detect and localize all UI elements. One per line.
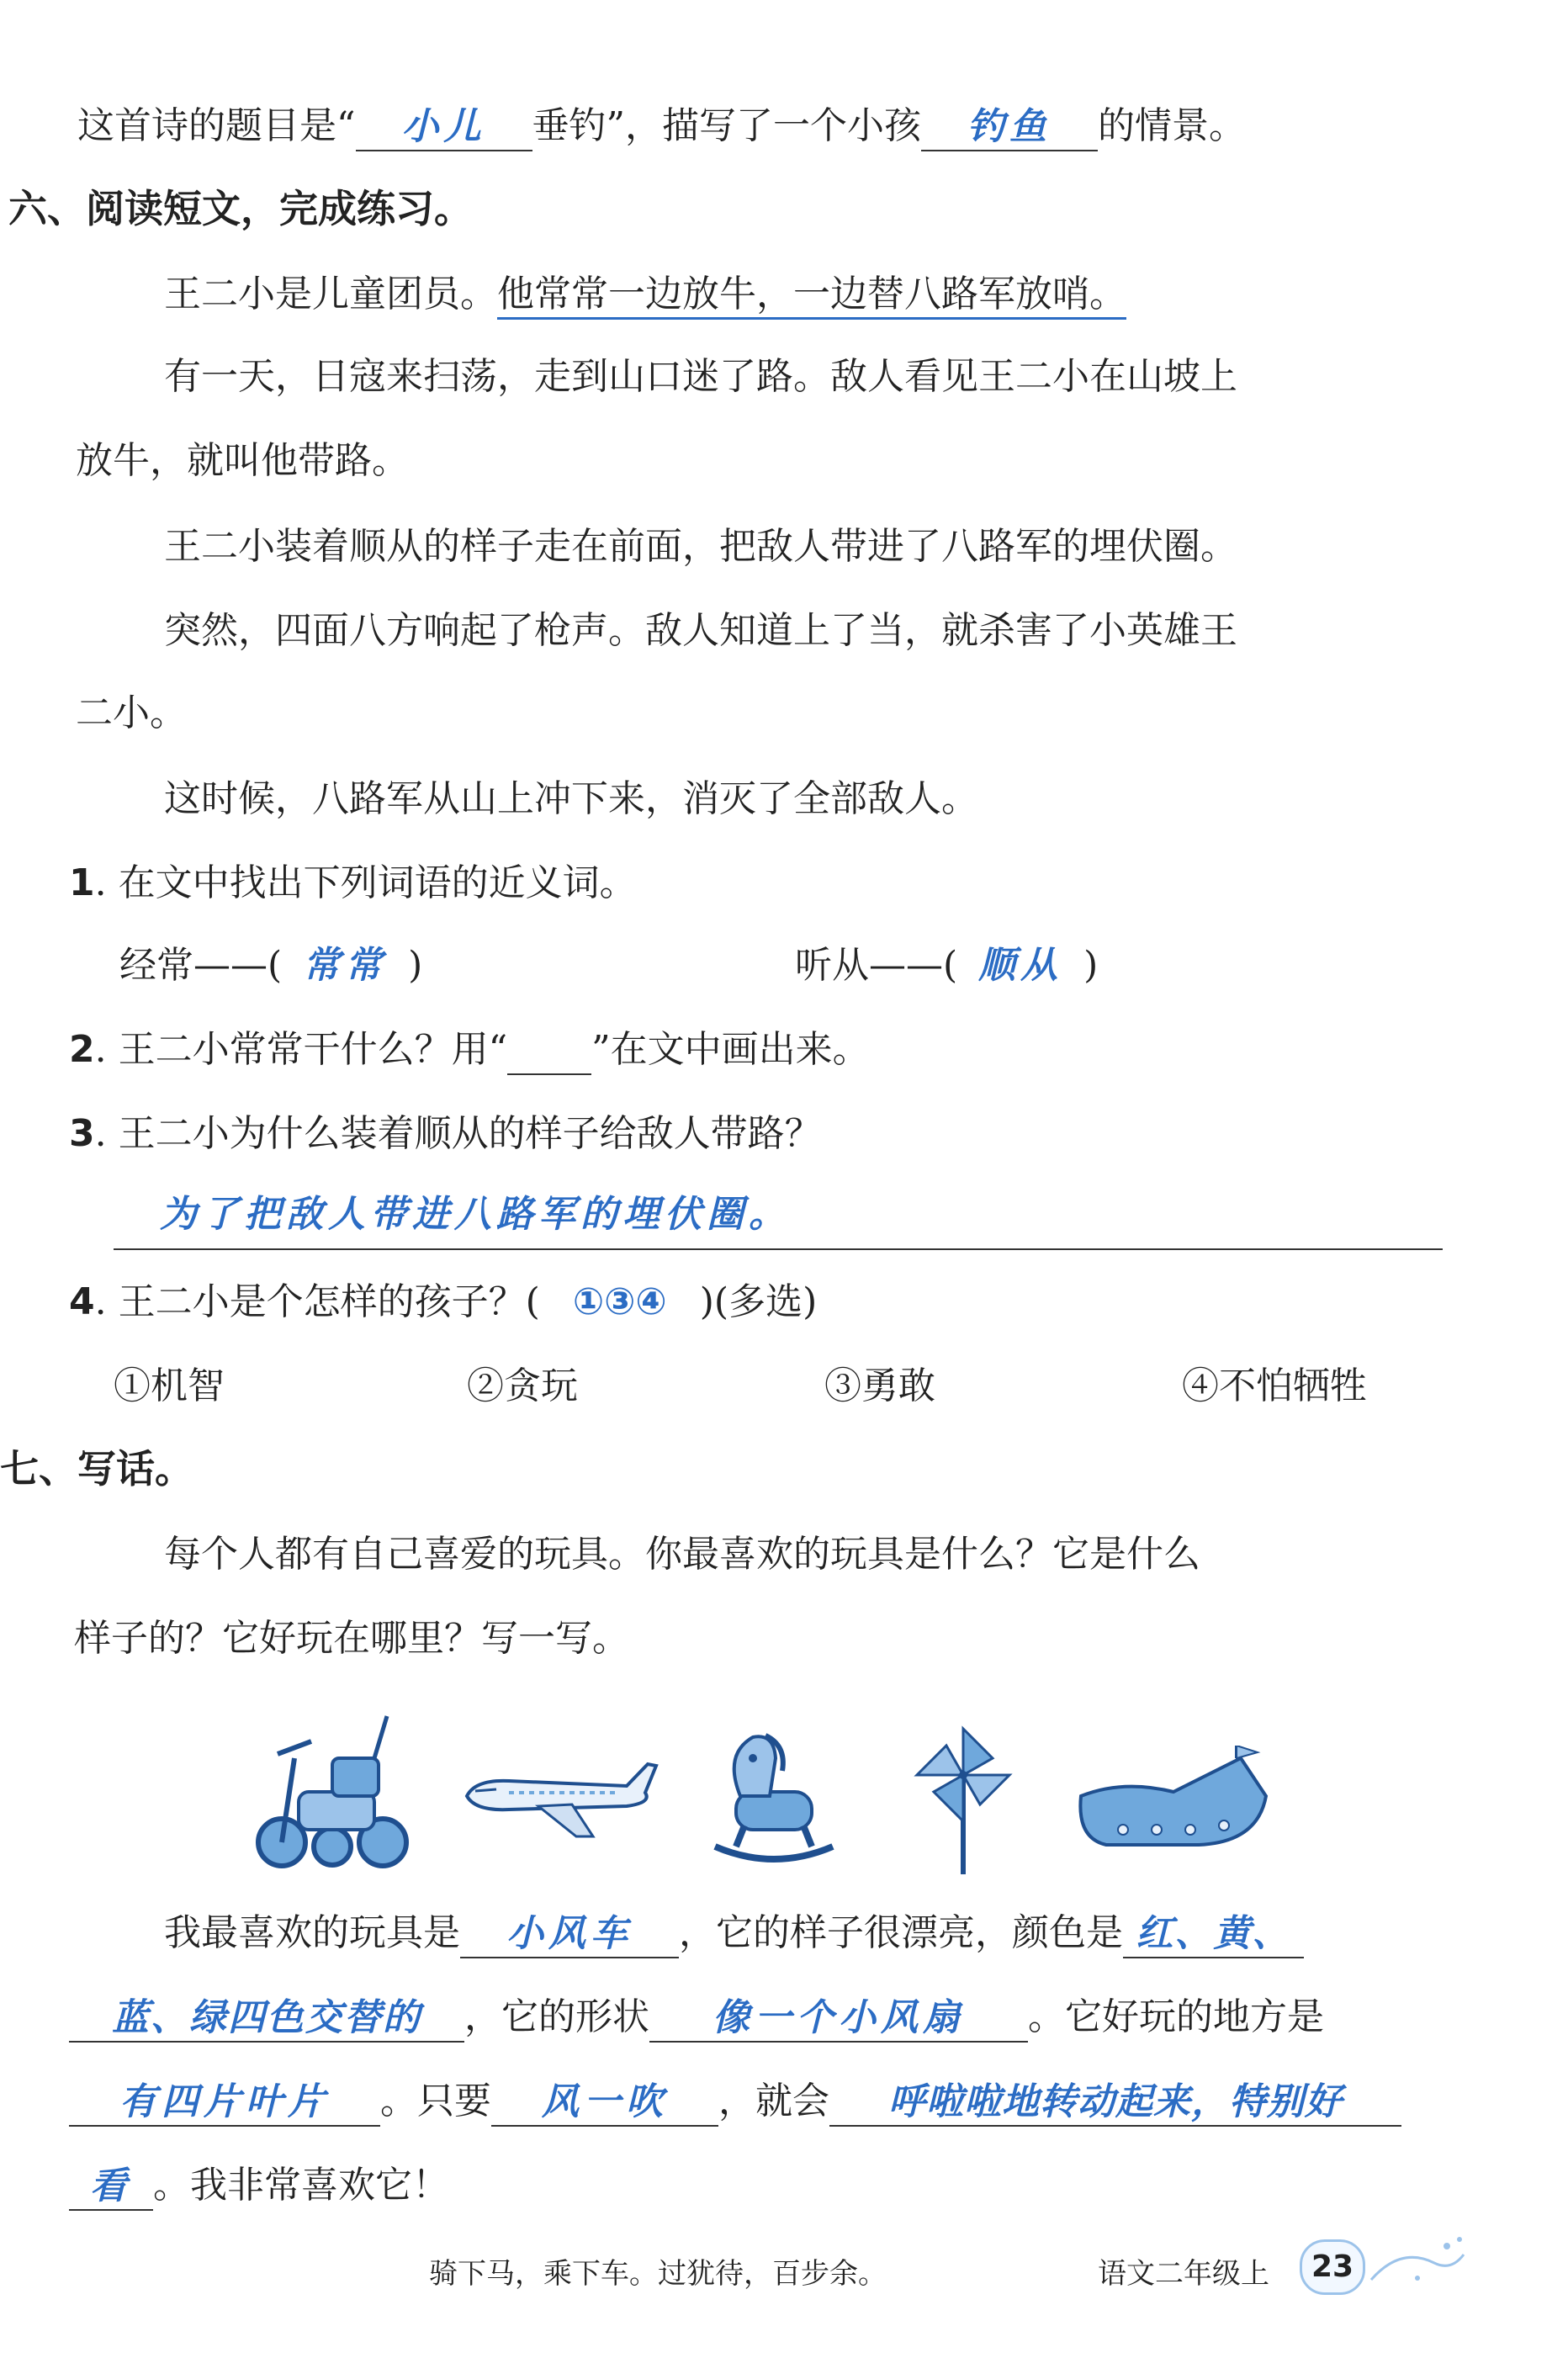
passage-p4-line1: 突然，四面八方响起了枪声。敌人知道上了当，就杀害了小英雄王 — [164, 609, 1237, 652]
writing-prompt-line1: 每个人都有自己喜爱的玩具。你最喜欢的玩具是什么？它是什么 — [164, 1533, 1200, 1576]
writing-l4-text-a: 。我非常喜欢它！ — [153, 2164, 449, 2207]
result-answer-cont: 看 — [90, 2165, 132, 2207]
writing-line-4 — [69, 2160, 449, 2211]
fun-blank — [69, 2080, 380, 2127]
passage-p1-a: 王二小是儿童团员。 — [164, 273, 497, 315]
writing-line-1 — [164, 1908, 1304, 1958]
q1-answer2: 顺从 — [978, 944, 1063, 987]
q4-option-1: ①机智 — [114, 1364, 225, 1407]
q4-option-2: ②贪玩 — [467, 1364, 578, 1407]
footer-proverb: 骑下马，乘下车。过犹待，百步余。 — [429, 2257, 887, 2291]
shape-answer: 像一个小风扇 — [712, 1996, 965, 2039]
q1-pair-1 — [119, 941, 422, 991]
q2-text-a: . 王二小常常干什么？用“ — [94, 1028, 508, 1071]
poem-sentence — [77, 101, 1246, 151]
result-blank-cont — [69, 2164, 153, 2211]
q3-answer-text: 为了把敌人带进八路军的埋伏圈。 — [160, 1193, 791, 1236]
q1-word1: 经常——( — [119, 944, 283, 987]
q1-answer1: 常常 — [303, 944, 388, 987]
passage-p3: 王二小装着顺从的样子走在前面，把敌人带进了八路军的埋伏圈。 — [164, 525, 1237, 568]
q1-text: . 在文中找出下列词语的近义词。 — [94, 861, 637, 904]
q3-number: 3 — [69, 1112, 95, 1155]
writing-l3-text-b: ，就会 — [718, 2080, 829, 2122]
passage-p5: 这时候，八路军从山上冲下来，消灭了全部敌人。 — [164, 777, 978, 820]
q4-option-4: ④不怕牺牲 — [1182, 1364, 1367, 1407]
q1-pair-2 — [795, 941, 1098, 991]
poem-mid: ”，描写了一个小孩 — [606, 104, 921, 147]
q3-answer — [160, 1190, 791, 1240]
poem-scene-answer: 钓鱼 — [967, 105, 1052, 148]
poem-prefix: 这首诗的题目是“ — [77, 104, 356, 147]
writing-line-2 — [69, 1992, 1324, 2043]
passage-p4-line2: 二小。 — [76, 692, 187, 734]
q1-close2: ) — [1083, 944, 1099, 987]
question-2 — [69, 1025, 870, 1075]
q4-option-3: ③勇敢 — [824, 1364, 935, 1407]
color-blank-1 — [1123, 1911, 1304, 1958]
poem-title-suffix: 垂钓 — [532, 104, 607, 147]
poem-title-blank — [356, 104, 532, 151]
footer-book-title: 语文二年级上 — [1098, 2257, 1269, 2291]
q1-close1: ) — [408, 944, 423, 987]
writing-l3-text-a: 。只要 — [380, 2080, 491, 2122]
tricycle-icon — [248, 1708, 416, 1876]
color-blank-2 — [69, 1995, 464, 2043]
page-number: 23 — [1300, 2239, 1365, 2295]
condition-blank — [491, 2080, 718, 2127]
writing-l2-text-a: ，它的形状 — [464, 1995, 649, 2038]
q4-suffix: )(多选) — [699, 1280, 818, 1323]
writing-l1-text-b: ，它的样子很漂亮，颜色是 — [679, 1911, 1123, 1954]
pinwheel-icon — [913, 1725, 1014, 1876]
fun-answer: 有四片叶片 — [119, 2080, 330, 2123]
result-blank — [829, 2080, 1401, 2127]
passage-p1 — [164, 269, 1126, 320]
q4-answer: ①③④ — [572, 1280, 667, 1323]
toy-name-answer: 小风车 — [506, 1912, 633, 1955]
footer-decoration-icon — [1367, 2229, 1468, 2297]
section6-heading: 六、阅读短文，完成练习。 — [8, 186, 473, 231]
poem-title-answer: 小儿 — [401, 105, 486, 148]
q1-number: 1 — [69, 861, 95, 904]
q2-underline-sample — [507, 1073, 591, 1075]
condition-answer: 风一吹 — [542, 2080, 668, 2123]
section7-heading: 七、写话。 — [0, 1446, 193, 1492]
writing-l2-text-b: 。它好玩的地方是 — [1028, 1995, 1324, 2038]
q3-text: . 王二小为什么装着顺从的样子给敌人带路？ — [94, 1112, 822, 1155]
result-answer: 呼啦啦地转动起来，特别好 — [888, 2080, 1343, 2123]
q1-word2: 听从——( — [795, 944, 958, 987]
poem-end: 的情景。 — [1098, 104, 1246, 147]
poem-scene-blank — [921, 104, 1098, 151]
writing-l1-text-a: 我最喜欢的玩具是 — [164, 1911, 460, 1954]
q3-answer-line — [114, 1248, 1443, 1250]
q4-text: . 王二小是个怎样的孩子？( — [94, 1280, 540, 1323]
color-answer-1: 红、黄、 — [1136, 1912, 1291, 1955]
writing-prompt-line2: 样子的？它好玩在哪里？写一写。 — [74, 1617, 629, 1660]
passage-p2-line1: 有一天，日寇来扫荡，走到山口迷了路。敌人看见王二小在山坡上 — [164, 355, 1237, 398]
airplane-icon — [458, 1754, 660, 1847]
passage-p2-line2: 放牛，就叫他带路。 — [76, 439, 409, 482]
q4-number: 4 — [69, 1280, 95, 1323]
color-answer-2: 蓝、绿四色交替的 — [112, 1996, 421, 2039]
toy-boat-icon — [1073, 1746, 1274, 1855]
shape-blank — [649, 1995, 1028, 2043]
question-3 — [69, 1109, 822, 1159]
q2-text-b: ”在文中画出来。 — [591, 1028, 870, 1071]
question-4 — [69, 1277, 817, 1327]
question-1 — [69, 858, 637, 909]
q2-number: 2 — [69, 1028, 95, 1071]
toy-name-blank — [460, 1911, 679, 1958]
rocking-horse-icon — [707, 1720, 841, 1863]
writing-line-3 — [69, 2076, 1401, 2127]
passage-p1-underlined: 他常常一边放牛，一边替八路军放哨。 — [497, 273, 1126, 320]
